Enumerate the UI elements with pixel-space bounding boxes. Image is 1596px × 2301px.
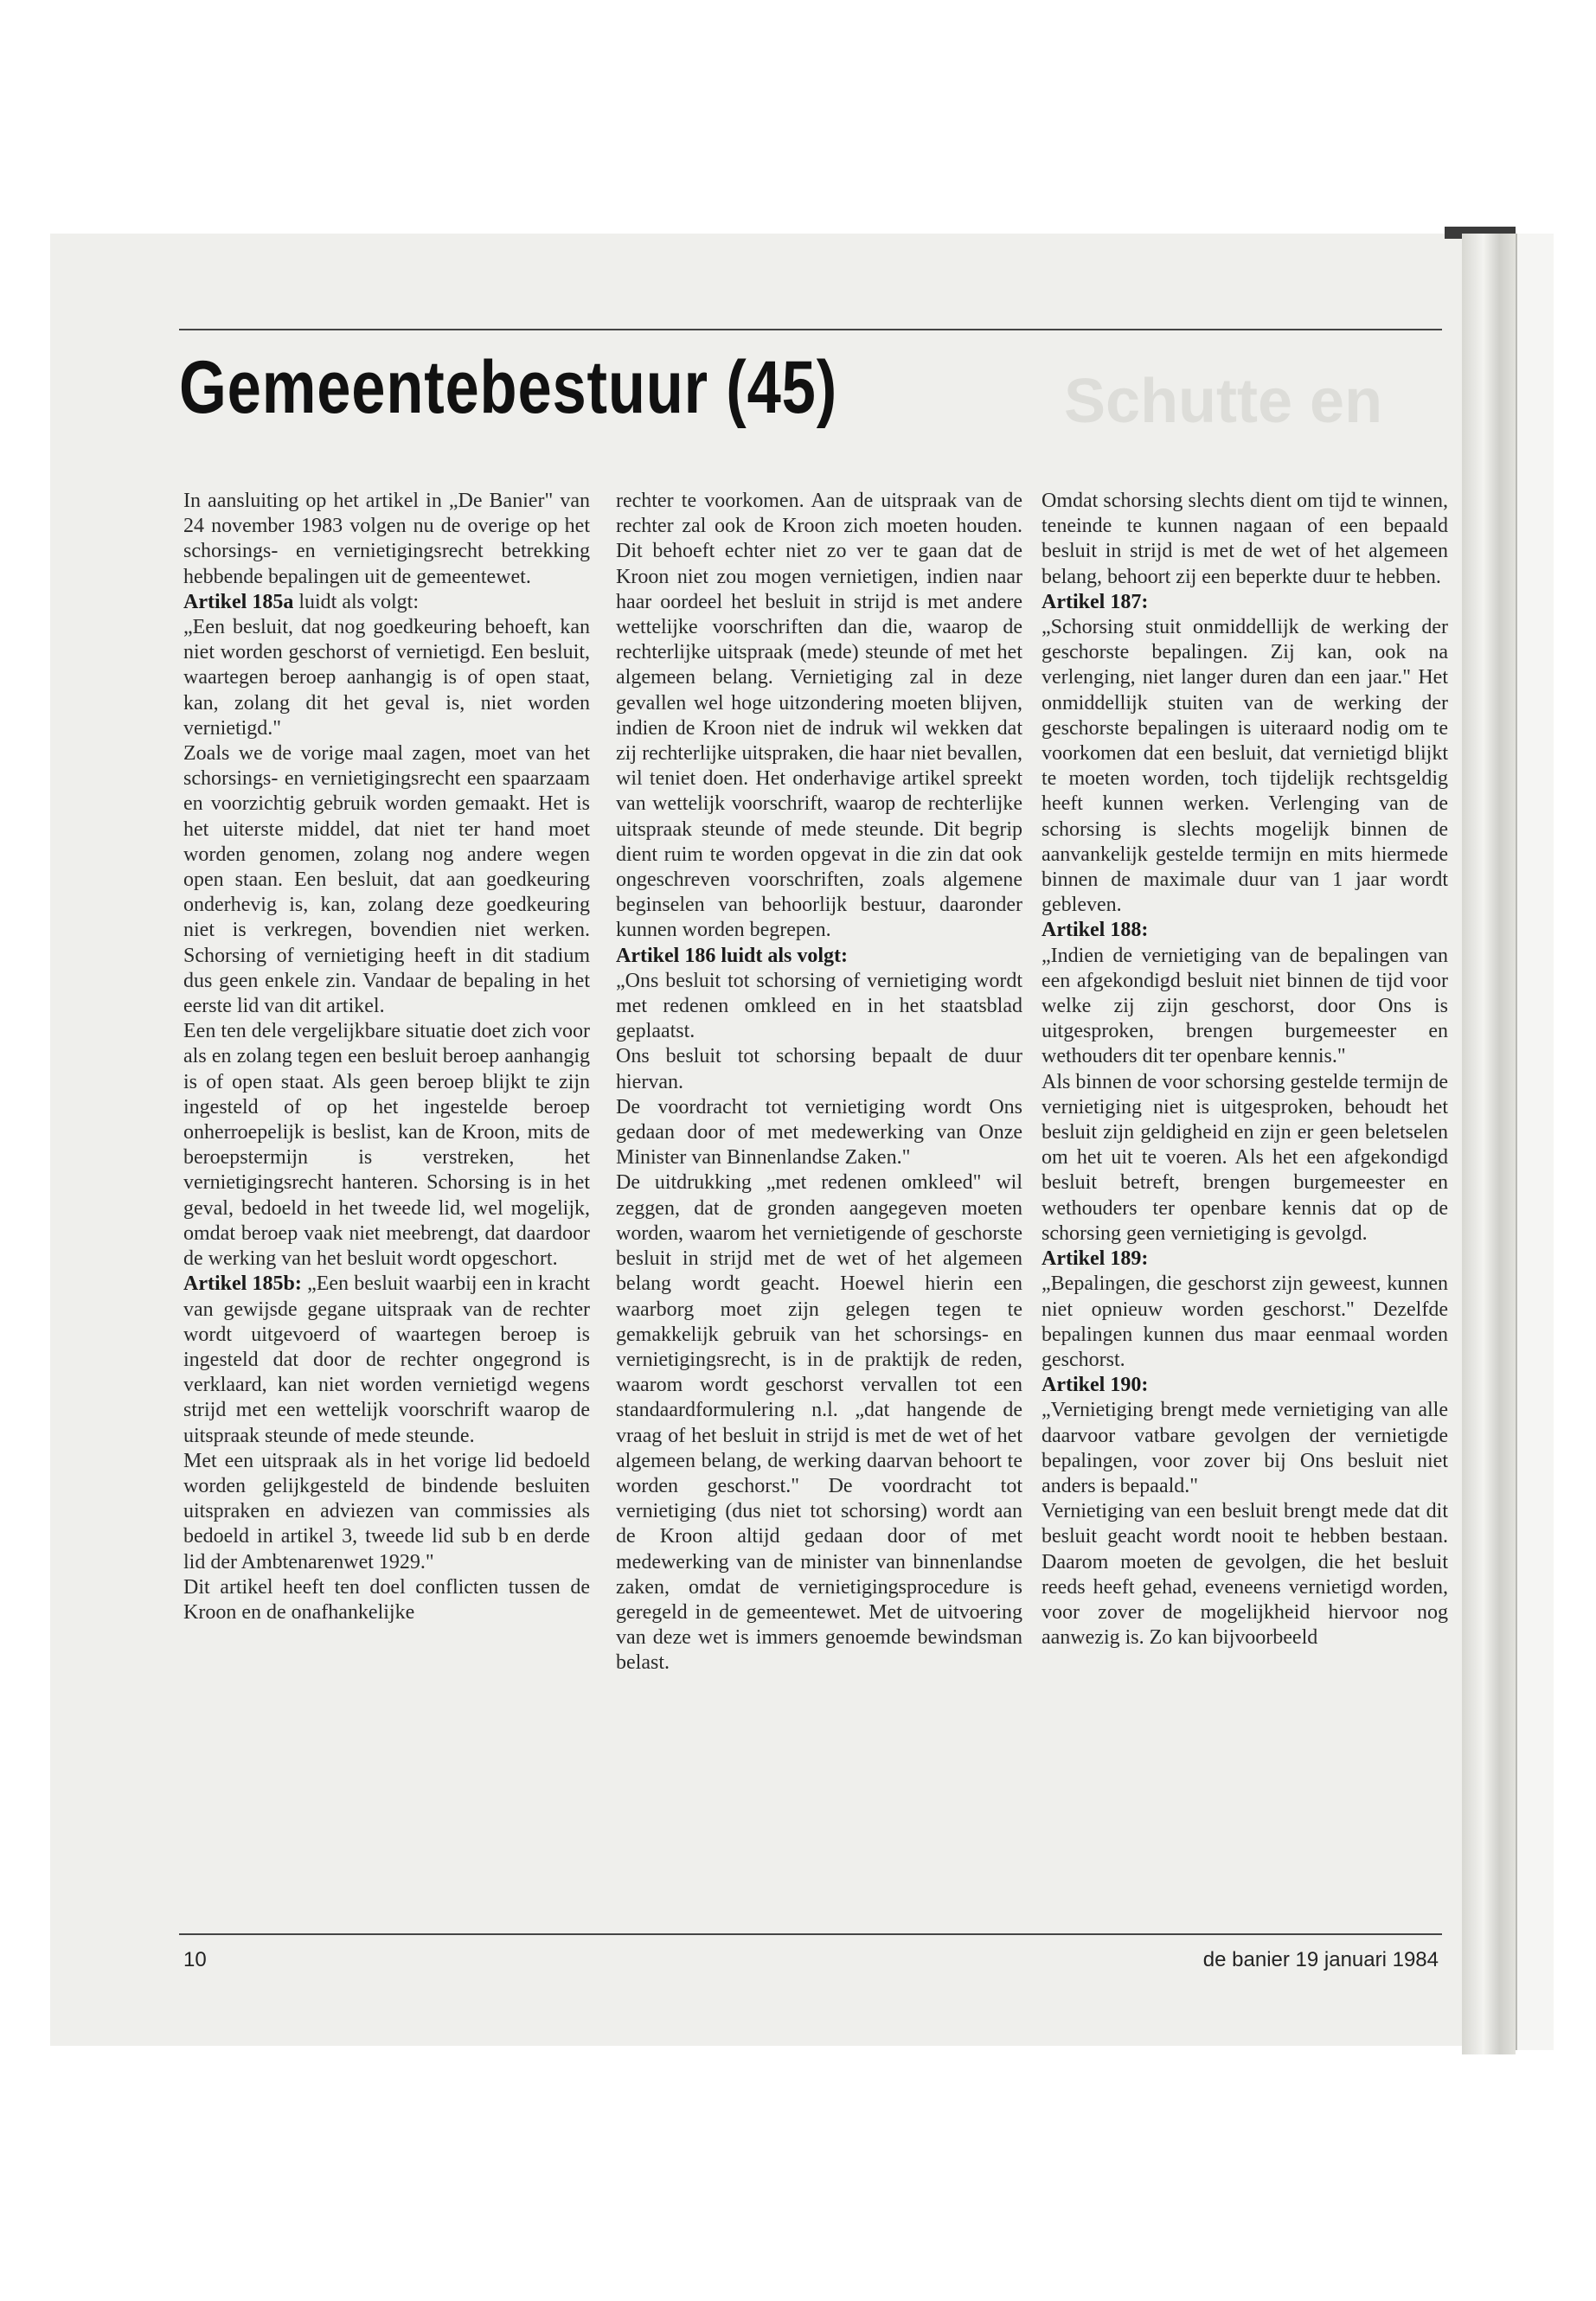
article-heading: Artikel 190: xyxy=(1042,1374,1149,1397)
paragraph xyxy=(183,615,590,741)
text-column-2 xyxy=(616,489,1022,1676)
paragraph xyxy=(616,489,1022,944)
article-heading: Artikel 185a xyxy=(183,590,294,613)
publication-date: de banier 19 januari 1984 xyxy=(1202,1948,1439,1971)
article-heading: Artikel 189: xyxy=(1042,1247,1149,1271)
paragraph xyxy=(183,489,590,590)
paragraph-text: Met een uitspraak als in het vorige lid bedoeld worden gelijkgesteld de bindende besluiten uitspraken en adviezen van commissies als bedoeld in artikel 3, tweede lid sub b en derde lid der Ambtenarenwet 1929." xyxy=(183,1449,590,1574)
paragraph xyxy=(616,1044,1022,1094)
paragraph xyxy=(616,944,1022,969)
paragraph-text: De voordracht tot vernietiging wordt Ons gedaan door of met medewerking van Onze Minister van Binnenlandse Zaken." xyxy=(616,1095,1022,1170)
page-binding xyxy=(1462,234,1516,2054)
paragraph-text: Ons besluit tot schorsing bepaalt de duur hiervan. xyxy=(616,1045,1022,1093)
paragraph xyxy=(1042,615,1448,918)
bleed-through-text: Schutte en xyxy=(1064,367,1383,436)
paragraph xyxy=(1042,1247,1448,1272)
footer-rule xyxy=(179,1933,1442,1935)
paragraph-text: „Bepalingen, die geschorst zijn geweest, kunnen niet opnieuw worden geschorst." Dezelfde bepalingen kunnen dus maar eenmaal worden geschorst. xyxy=(1042,1272,1448,1371)
paragraph xyxy=(183,1019,590,1272)
page-number: 10 xyxy=(183,1948,207,1971)
paragraph-text: rechter te voorkomen. Aan de uitspraak van de rechter zal ook de Kroon zich moeten houden. Dit behoeft echter niet zo ver te gaan dat de Kroon niet zou mogen vernietigen, indien naar haar oordeel het besluit in strijd is met andere wettelijke voorschriften dan die, waarop de rechterlijke uitspraak (mede) steunde of met het algemeen belang. Vernietiging zal in deze gevallen wel hoge uitzondering moeten blijven, indien de Kroon niet de indruk wil wekken dat zij rechterlijke uitspraken, die haar niet bevallen, wil teniet doen. Het onderhavige artikel spreekt van wettelijk voorschrift, waarop de rechterlijke uitspraak steunde of mede steunde. Dit begrip dient ruim te worden opgevat in die zin dat ook ongeschreven voorschriften, zoals algemene beginselen van behoorlijk bestuur, daaronder kunnen worden begrepen. xyxy=(616,490,1022,942)
paragraph xyxy=(183,590,590,615)
article-heading: Artikel 187: xyxy=(1042,590,1149,613)
paragraph xyxy=(1042,1373,1448,1398)
paragraph xyxy=(1042,1499,1448,1650)
paragraph-text: Als binnen de voor schorsing gestelde termijn de vernietiging niet is uitgesproken, behoudt het besluit zijn geldigheid en zijn er geen beletselen om het uit te voeren. Als het een afgekondigd besluit betreft, brengen burgemeester en wethouders ter openbare kennis dat op de schorsing geen vernietiging is gevolgd. xyxy=(1042,1070,1448,1245)
article-heading: Artikel 188: xyxy=(1042,919,1149,942)
paragraph-text: „Indien de vernietiging van de bepalingen van een afgekondigd besluit niet binnen de tijd voor welke zij zijn geschorst, door Ons is uitgesproken, brengen burgemeester en wethouders dit ter openbare kennis." xyxy=(1042,944,1448,1068)
paragraph xyxy=(1042,918,1448,943)
paragraph-text: „Een besluit, dat nog goedkeuring behoeft, kan niet worden geschorst of vernietigd. Een besluit, waartegen beroep aanhangig is of open staat, kan, zolang dit het geval is, niet worden vernietigd." xyxy=(183,616,590,740)
paragraph xyxy=(1042,944,1448,1070)
paragraph-text: In aansluiting op het artikel in „De Banier" van 24 november 1983 volgen nu de overige op het schorsings- en vernietigingsrecht betrekking hebbende bepalingen uit de gemeentewet. xyxy=(183,490,590,588)
text-column-1 xyxy=(183,489,590,1625)
paragraph xyxy=(1042,489,1448,590)
paragraph xyxy=(1042,1272,1448,1373)
paragraph-text: luidt als volgt: xyxy=(293,590,419,613)
article-heading: Artikel 185b: xyxy=(183,1272,302,1296)
next-page-edge xyxy=(1516,234,1554,2050)
paragraph xyxy=(616,1095,1022,1171)
article-heading: Artikel 186 luidt als volgt: xyxy=(616,944,848,967)
paragraph-text: „Ons besluit tot schorsing of vernietiging wordt met redenen omkleed en in het staatsblad geplaatst. xyxy=(616,969,1022,1043)
paragraph xyxy=(1042,590,1448,615)
paragraph xyxy=(1042,1398,1448,1499)
paragraph-text: Omdat schorsing slechts dient om tijd te winnen, teneinde te kunnen nagaan of een bepaald besluit in strijd is met de wet of het algemeen belang, behoort zij een beperkte duur te hebben. xyxy=(1042,490,1448,588)
paragraph-text: „Schorsing stuit onmiddellijk de werking der geschorste bepalingen. Zij kan, ook na verlenging, niet langer duren dan een jaar." Het onmiddellijk stuiten van de werking der geschorste bepalingen is uiteraard nodig om te voorkomen dat een besluit, dat vernietigd blijkt te moeten worden, toch tijdelijk rechtsgeldig heeft kunnen werken. Verlenging van de schorsing is slechts mogelijk binnen de aanvankelijk gestelde termijn en mits hiermede binnen de maximale duur van 1 jaar wordt gebleven. xyxy=(1042,616,1448,917)
paragraph-text: De uitdrukking „met redenen omkleed" wil zeggen, dat de gronden aangegeven moeten worden, waarom het vernietigende of geschorste besluit in strijd met de wet of het algemeen belang wordt geacht. Hoewel hierin een waarborg moet zijn gelegen tegen te gemakkelijk gebruik van het schorsings- en vernietigingsrecht, is in de praktijk de reden, waarom wordt geschorst vervallen tot een standaardformulering n.l. „dat hangende de vraag of het besluit in strijd is met de wet of het algemeen belang, de werking daarvan behoort te worden geschorst." De voordracht tot vernietiging (dus niet tot schorsing) wordt aan de Kroon altijd gedaan door of met medewerking van de minister van binnenlandse zaken, omdat de vernietigingsprocedure is geregeld in de gemeentewet. Met de uitvoering van deze wet is immers genoemde bewindsman belast. xyxy=(616,1171,1022,1675)
paragraph-text: Dit artikel heeft ten doel conflicten tussen de Kroon en de onafhankelijke xyxy=(183,1575,590,1624)
paragraph xyxy=(1042,1070,1448,1247)
paragraph-text: Zoals we de vorige maal zagen, moet van het schorsings- en vernietigingsrecht een spaarzaam en voorzichtig gebruik worden gemaakt. Het is het uiterste middel, dat niet ter hand moet worden genomen, zolang nog andere wegen open staan. Een besluit, dat aan goedkeuring onderhevig is, kan, zolang deze goedkeuring niet is verkregen, bovendien niet werken. Schorsing of vernietiging heeft in dit stadium dus geen enkele zin. Vandaar de bepaling in het eerste lid van dit artikel. xyxy=(183,742,590,1018)
header-rule xyxy=(179,329,1442,330)
paragraph xyxy=(183,741,590,1019)
paragraph xyxy=(616,969,1022,1045)
paragraph-text: „Een besluit waarbij een in kracht van gewijsde gegane uitspraak van de rechter wordt uitgevoerd of waartegen beroep is ingesteld dat door de rechter ongegrond is verklaard, kan niet worden vernietigd wegens strijd met een wettelijk voorschrift waarop de uitspraak steunde of mede steunde. xyxy=(183,1272,590,1447)
text-column-3 xyxy=(1042,489,1448,1650)
paragraph xyxy=(183,1449,590,1575)
paragraph xyxy=(183,1272,590,1448)
article-title: Gemeentebestuur (45) xyxy=(179,346,837,429)
paragraph xyxy=(616,1170,1022,1676)
paragraph xyxy=(183,1575,590,1625)
paragraph-text: Vernietiging van een besluit brengt mede dat dit besluit geacht wordt nooit te hebben bestaan. Daarom moeten de gevolgen, die het besluit reeds heeft gehad, eveneens vernietigd worden, voor zover de mogelijkheid hiervoor nog aanwezig is. Zo kan bijvoorbeeld xyxy=(1042,1500,1448,1650)
paragraph-text: „Vernietiging brengt mede vernietiging van alle daarvoor vatbare gevolgen der vernietigde bepalingen, voor zover bij Ons besluit niet anders is bepaald." xyxy=(1042,1399,1448,1497)
paragraph-text: Een ten dele vergelijkbare situatie doet zich voor als en zolang tegen een besluit beroep aanhangig is of open staat. Als geen beroep blijkt te zijn ingesteld of op het ingestelde beroep onherroepelijk is beslist, kan de Kroon, mits de beroepstermijn is verstreken, het vernietigingsrecht hanteren. Schorsing is in het geval, bedoeld in het tweede lid, wel mogelijk, omdat beroep vaak niet meebrengt, dat daardoor de werking van het besluit wordt opgeschort. xyxy=(183,1020,590,1271)
